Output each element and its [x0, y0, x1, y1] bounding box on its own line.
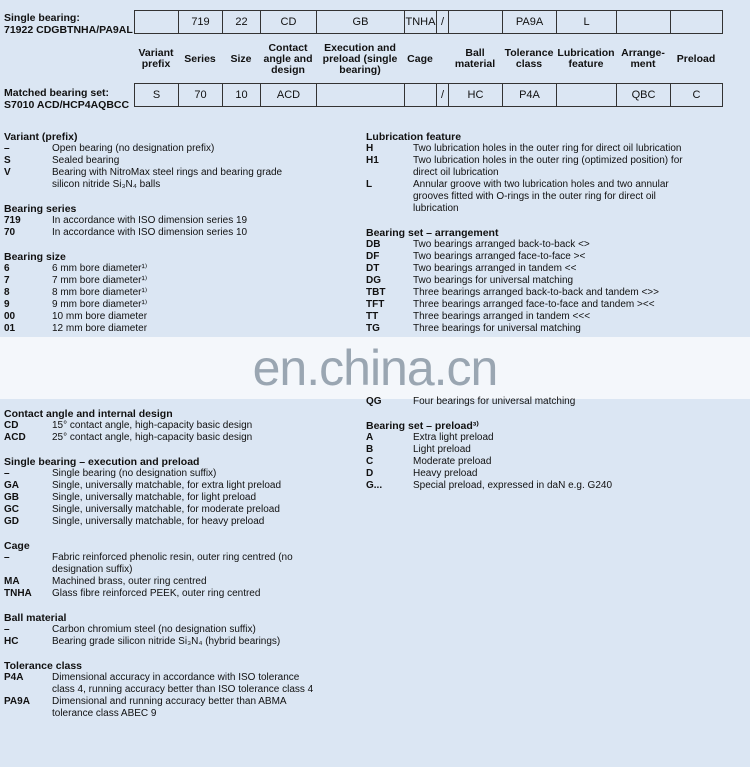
legend-code: MA: [4, 576, 20, 587]
matched-set-code: S7010 ACD/HCP4AQBCC: [4, 99, 130, 111]
legend-description: Glass fibre reinforced PEEK, outer ring centred: [52, 588, 261, 599]
section-title: Tolerance class: [4, 660, 83, 672]
legend-code: –: [4, 143, 10, 154]
legend-description: Single, universally matchable, for extra light preload: [52, 480, 282, 491]
legend-code: DT: [366, 263, 380, 274]
column-header: Series: [184, 52, 216, 65]
legend-description: Two bearings arranged back-to-back <>: [413, 239, 590, 250]
legend-description: Four bearings for universal matching: [413, 396, 576, 407]
legend-description: designation suffix): [52, 564, 133, 575]
legend-description: Single, universally matchable, for light preload: [52, 492, 256, 503]
legend-code: –: [4, 552, 10, 563]
legend-description: Machined brass, outer ring centred: [52, 576, 207, 587]
bottom-cell: HC: [448, 83, 503, 107]
legend-description: 12 mm bore diameter: [52, 323, 148, 334]
watermark-text: en.china.cn: [252, 340, 498, 396]
legend-code: 01: [4, 323, 16, 334]
legend-description: Open bearing (no designation prefix): [52, 143, 215, 154]
column-header: [436, 38, 448, 80]
legend-description: 6 mm bore diameter¹⁾: [52, 263, 148, 274]
top-cell: /: [436, 10, 449, 34]
legend-code: L: [366, 179, 373, 190]
legend-description: 15° contact angle, high-capacity basic design: [52, 420, 253, 431]
legend-code: 9: [4, 299, 10, 310]
top-cell: PA9A: [502, 10, 557, 34]
bottom-cell: [316, 83, 405, 107]
legend-code: PA9A: [4, 696, 30, 707]
bottom-cell: [404, 83, 437, 107]
legend-code: TG: [366, 323, 380, 334]
top-cell: [134, 10, 179, 34]
section-title: Bearing series: [4, 203, 77, 215]
top-cell: TNHA: [404, 10, 437, 34]
section-title: Ball material: [4, 612, 67, 624]
legend-description: class 4, running accuracy better than ISO tolerance class 4: [52, 684, 314, 695]
bottom-cell: 10: [222, 83, 261, 107]
legend-code: TFT: [366, 299, 385, 310]
legend-code: 8: [4, 287, 10, 298]
top-cell: [670, 10, 723, 34]
legend-description: grooves fitted with O-rings in the outer ring for direct oil: [413, 191, 656, 202]
bottom-cell: [556, 83, 617, 107]
legend-description: Single, universally matchable, for heavy preload: [52, 516, 265, 527]
legend-description: Dimensional accuracy in accordance with ISO tolerance: [52, 672, 300, 683]
legend-description: 8 mm bore diameter¹⁾: [52, 287, 148, 298]
legend-code: TNHA: [4, 588, 32, 599]
legend-description: Fabric reinforced phenolic resin, outer ring centred (no: [52, 552, 293, 563]
legend-code: 00: [4, 311, 16, 322]
legend-code: G...: [366, 480, 383, 491]
legend-code: DB: [366, 239, 381, 250]
top-cell: 22: [222, 10, 261, 34]
column-header: Variant prefix: [138, 47, 174, 70]
legend-code: CD: [4, 420, 19, 431]
legend-description: Heavy preload: [413, 468, 478, 479]
legend-description: Two bearings arranged in tandem <<: [413, 263, 577, 274]
single-bearing-code: 71922 CDGBTNHA/PA9AL: [4, 24, 133, 36]
column-header: Ball material: [454, 47, 496, 70]
section-title: Bearing set – arrangement: [366, 227, 499, 239]
legend-description: tolerance class ABEC 9: [52, 708, 157, 719]
bottom-cell: P4A: [502, 83, 557, 107]
legend-description: Three bearings for universal matching: [413, 323, 581, 334]
legend-description: Sealed bearing: [52, 155, 120, 166]
legend-description: Special preload, expressed in daN e.g. G240: [413, 480, 613, 491]
legend-code: GC: [4, 504, 19, 515]
bottom-cell: S: [134, 83, 179, 107]
legend-code: GA: [4, 480, 19, 491]
bottom-cell: 70: [178, 83, 223, 107]
legend-code: TBT: [366, 287, 386, 298]
legend-code: H1: [366, 155, 379, 166]
column-header: Arrange-ment: [621, 47, 665, 70]
legend-description: Annular groove with two lubrication holes and two annular: [413, 179, 669, 190]
top-cell: GB: [316, 10, 405, 34]
legend-code: H: [366, 143, 374, 154]
legend-description: Three bearings arranged back-to-back and tandem <>>: [413, 287, 659, 298]
matched-set-label: Matched bearing set:: [4, 87, 110, 99]
legend-code: B: [366, 444, 374, 455]
legend-code: TT: [366, 311, 379, 322]
legend-description: direct oil lubrication: [413, 167, 499, 178]
legend-description: Two bearings arranged face-to-face ><: [413, 251, 586, 262]
legend-code: 7: [4, 275, 10, 286]
legend-code: 70: [4, 227, 16, 238]
section-title: Contact angle and internal design: [4, 408, 173, 420]
legend-description: 9 mm bore diameter¹⁾: [52, 299, 148, 310]
legend-code: GB: [4, 492, 19, 503]
legend-description: 25° contact angle, high-capacity basic design: [52, 432, 253, 443]
top-cell: [448, 10, 503, 34]
legend-code: D: [366, 468, 374, 479]
column-header: Lubrication feature: [557, 47, 615, 70]
column-header: Contact angle and design: [263, 41, 313, 76]
legend-code: C: [366, 456, 374, 467]
column-header: Execution and preload (single bearing): [322, 41, 398, 76]
legend-description: Two lubrication holes in the outer ring (optimized position) for: [413, 155, 683, 166]
legend-description: Three bearings arranged face-to-face and tandem ><<: [413, 299, 655, 310]
legend-code: V: [4, 167, 11, 178]
legend-description: Moderate preload: [413, 456, 492, 467]
legend-description: 7 mm bore diameter¹⁾: [52, 275, 148, 286]
legend-code: –: [4, 624, 10, 635]
top-cell: [616, 10, 671, 34]
bottom-cell: ACD: [260, 83, 317, 107]
legend-description: Bearing grade silicon nitride Si₃N₄ (hybrid bearings): [52, 636, 281, 647]
legend-description: Single bearing (no designation suffix): [52, 468, 217, 479]
legend-code: P4A: [4, 672, 24, 683]
section-title: Variant (prefix): [4, 131, 78, 143]
section-title: Cage: [4, 540, 30, 552]
section-title: Bearing size: [4, 251, 66, 263]
column-header: Size: [230, 52, 252, 65]
legend-description: Two lubrication holes in the outer ring for direct oil lubrication: [413, 143, 682, 154]
legend-description: lubrication: [413, 203, 459, 214]
bottom-cell: QBC: [616, 83, 671, 107]
legend-description: Bearing with NitroMax steel rings and bearing grade: [52, 167, 283, 178]
legend-code: GD: [4, 516, 19, 527]
legend-code: 719: [4, 215, 21, 226]
legend-code: –: [4, 468, 10, 479]
legend-description: 10 mm bore diameter: [52, 311, 148, 322]
legend-code: 6: [4, 263, 10, 274]
top-cell: 719: [178, 10, 223, 34]
column-header: Preload: [676, 52, 716, 65]
legend-code: S: [4, 155, 11, 166]
legend-code: DF: [366, 251, 380, 262]
legend-description: Extra light preload: [413, 432, 494, 443]
column-header: Cage: [407, 52, 433, 65]
legend-description: In accordance with ISO dimension series 10: [52, 227, 248, 238]
section-title: Lubrication feature: [366, 131, 462, 143]
bottom-cell: C: [670, 83, 723, 107]
legend-code: ACD: [4, 432, 26, 443]
legend-code: DG: [366, 275, 381, 286]
bottom-cell: /: [436, 83, 449, 107]
top-cell: CD: [260, 10, 317, 34]
legend-description: Carbon chromium steel (no designation suffix): [52, 624, 256, 635]
section-title: Bearing set – preload³⁾: [366, 420, 479, 432]
legend-description: silicon nitride Si₃N₄ balls: [52, 179, 161, 190]
legend-description: Light preload: [413, 444, 471, 455]
section-title: Single bearing – execution and preload: [4, 456, 200, 468]
legend-code: QG: [366, 396, 382, 407]
legend-description: Single, universally matchable, for moderate preload: [52, 504, 280, 515]
legend-description: Two bearings for universal matching: [413, 275, 574, 286]
top-cell: L: [556, 10, 617, 34]
single-bearing-label: Single bearing:: [4, 12, 80, 24]
legend-description: In accordance with ISO dimension series 19: [52, 215, 248, 226]
legend-code: A: [366, 432, 374, 443]
legend-description: Dimensional and running accuracy better than ABMA: [52, 696, 287, 707]
legend-code: HC: [4, 636, 19, 647]
legend-description: Three bearings arranged in tandem <<<: [413, 311, 591, 322]
column-header: Tolerance class: [504, 47, 554, 70]
